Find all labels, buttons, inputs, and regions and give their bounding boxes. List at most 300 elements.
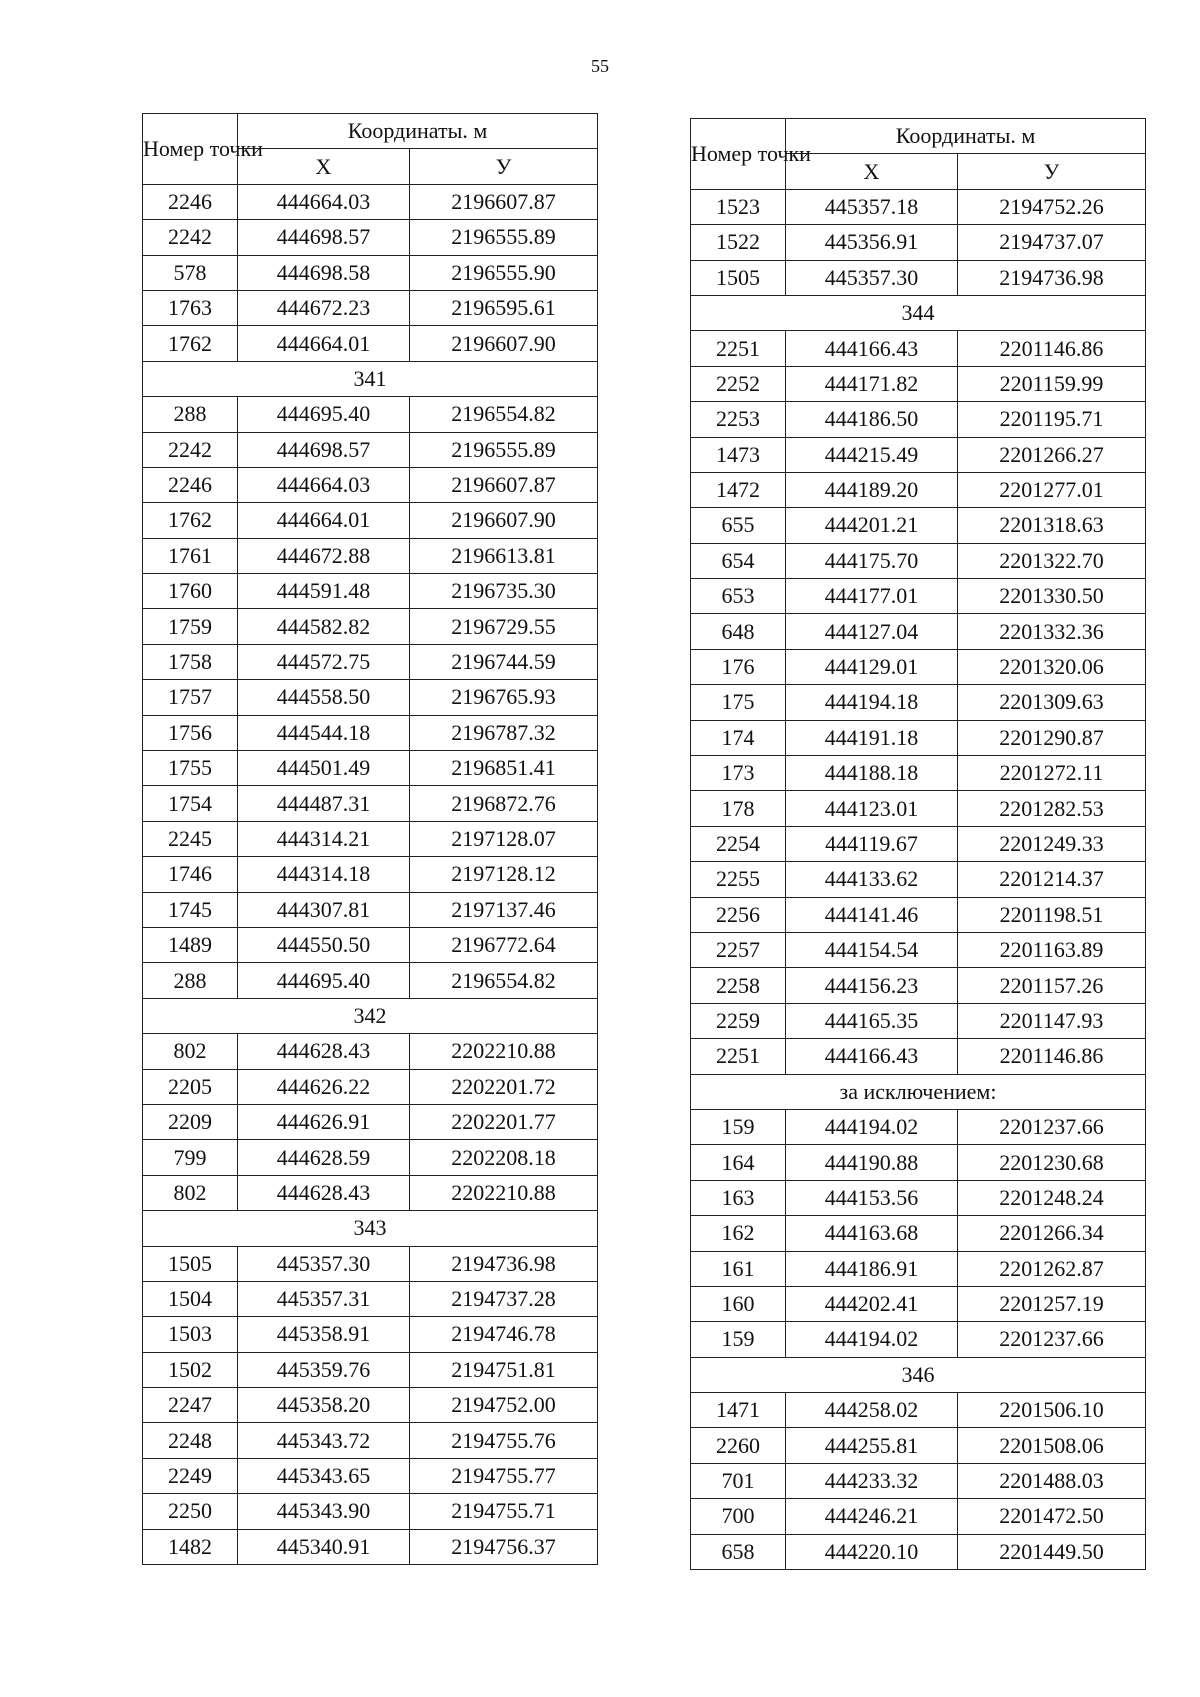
table-row <box>143 432 598 467</box>
point-number-cell: 2242 <box>143 432 238 467</box>
y-coordinate-cell: 2201508.06 <box>958 1428 1146 1463</box>
x-coordinate-cell: 444246.21 <box>786 1499 958 1534</box>
y-coordinate-cell: 2201147.93 <box>958 1003 1146 1038</box>
point-number-cell: 2260 <box>691 1428 786 1463</box>
y-coordinate-cell: 2202201.72 <box>410 1069 598 1104</box>
section-row <box>143 1211 598 1246</box>
point-number-cell: 1762 <box>143 503 238 538</box>
point-number-cell: 1761 <box>143 538 238 573</box>
page-number: 55 <box>591 56 609 76</box>
point-number-cell: 162 <box>691 1216 786 1251</box>
table-row <box>143 927 598 962</box>
y-coordinate-cell: 2194736.98 <box>410 1246 598 1281</box>
point-number-cell: 802 <box>143 1034 238 1069</box>
point-number-cell: 648 <box>691 614 786 649</box>
y-coordinate-cell: 2201506.10 <box>958 1393 1146 1428</box>
x-coordinate-cell: 444626.22 <box>238 1069 410 1104</box>
point-number-cell: 163 <box>691 1180 786 1215</box>
point-number-cell: 2246 <box>143 184 238 219</box>
x-coordinate-cell: 444202.41 <box>786 1286 958 1321</box>
y-coordinate-cell: 2196555.89 <box>410 432 598 467</box>
point-number-cell: 1757 <box>143 680 238 715</box>
x-coordinate-cell: 444133.62 <box>786 862 958 897</box>
y-coordinate-cell: 2201262.87 <box>958 1251 1146 1286</box>
x-coordinate-cell: 444664.03 <box>238 184 410 219</box>
y-coordinate-cell: 2196607.90 <box>410 503 598 538</box>
coordinates-header: Координаты. м <box>238 114 598 149</box>
y-coordinate-cell: 2194752.00 <box>410 1388 598 1423</box>
x-coordinate-cell: 445358.91 <box>238 1317 410 1352</box>
point-number-cell: 2205 <box>143 1069 238 1104</box>
table-row <box>143 821 598 856</box>
point-number-cell: 1502 <box>143 1352 238 1387</box>
x-coordinate-cell: 444127.04 <box>786 614 958 649</box>
y-coordinate-cell: 2196554.82 <box>410 397 598 432</box>
table-row <box>691 543 1146 578</box>
table-row <box>143 1175 598 1210</box>
x-coordinate-cell: 444664.01 <box>238 326 410 361</box>
point-number-cell: 175 <box>691 685 786 720</box>
x-coordinate-cell: 444215.49 <box>786 437 958 472</box>
table-row <box>143 1140 598 1175</box>
table-row <box>691 1109 1146 1144</box>
y-coordinate-cell: 2201159.99 <box>958 366 1146 401</box>
point-number-cell: 1754 <box>143 786 238 821</box>
x-coordinate-cell: 444163.68 <box>786 1216 958 1251</box>
table-row <box>691 1499 1146 1534</box>
table-row <box>143 609 598 644</box>
y-coordinate-cell: 2196607.90 <box>410 326 598 361</box>
table-row <box>143 1423 598 1458</box>
x-coordinate-cell: 445357.18 <box>786 189 958 224</box>
x-coordinate-cell: 444129.01 <box>786 649 958 684</box>
x-coordinate-cell: 444698.57 <box>238 220 410 255</box>
y-coordinate-cell: 2201237.66 <box>958 1109 1146 1144</box>
table-row <box>143 503 598 538</box>
point-number-cell: 1471 <box>691 1393 786 1428</box>
point-number-cell: 1759 <box>143 609 238 644</box>
y-coordinate-cell: 2201282.53 <box>958 791 1146 826</box>
y-coordinate-cell: 2201257.19 <box>958 1286 1146 1321</box>
point-number-cell: 2258 <box>691 968 786 1003</box>
table-row <box>691 225 1146 260</box>
y-coordinate-cell: 2201163.89 <box>958 932 1146 967</box>
point-number-cell: 2242 <box>143 220 238 255</box>
table-row <box>143 397 598 432</box>
point-number-cell: 1763 <box>143 290 238 325</box>
table-row <box>691 862 1146 897</box>
point-number-cell: 161 <box>691 1251 786 1286</box>
x-coordinate-cell: 445357.31 <box>238 1281 410 1316</box>
point-number-cell: 802 <box>143 1175 238 1210</box>
x-coordinate-cell: 444194.02 <box>786 1109 958 1144</box>
y-coordinate-cell: 2201146.86 <box>958 331 1146 366</box>
x-coordinate-cell: 444153.56 <box>786 1180 958 1215</box>
x-coordinate-cell: 444582.82 <box>238 609 410 644</box>
section-row <box>691 295 1146 330</box>
y-coordinate-cell: 2194756.37 <box>410 1529 598 1564</box>
y-coordinate-cell: 2196851.41 <box>410 751 598 786</box>
x-coordinate-cell: 444544.18 <box>238 715 410 750</box>
x-coordinate-cell: 444156.23 <box>786 968 958 1003</box>
point-number-cell: 174 <box>691 720 786 755</box>
section-row <box>691 1357 1146 1392</box>
point-number-cell: 1505 <box>143 1246 238 1281</box>
x-coordinate-cell: 444190.88 <box>786 1145 958 1180</box>
point-number-cell: 1745 <box>143 892 238 927</box>
point-number-cell: 2249 <box>143 1458 238 1493</box>
x-coordinate-cell: 444695.40 <box>238 963 410 998</box>
point-number-cell: 1760 <box>143 574 238 609</box>
table-row <box>143 857 598 892</box>
y-coordinate-cell: 2201488.03 <box>958 1463 1146 1498</box>
table-row <box>691 791 1146 826</box>
table-row <box>143 467 598 502</box>
y-coordinate-cell: 2194737.07 <box>958 225 1146 260</box>
point-number-cell: 1746 <box>143 857 238 892</box>
section-label: 343 <box>143 1211 598 1246</box>
table-row <box>691 685 1146 720</box>
table-row <box>691 1251 1146 1286</box>
section-row <box>143 361 598 396</box>
table-row <box>143 715 598 750</box>
y-coordinate-cell: 2202208.18 <box>410 1140 598 1175</box>
table-row <box>691 968 1146 1003</box>
x-coordinate-cell: 444141.46 <box>786 897 958 932</box>
point-number-cell: 1755 <box>143 751 238 786</box>
point-number-cell: 2245 <box>143 821 238 856</box>
table-row <box>143 963 598 998</box>
y-coordinate-cell: 2194752.26 <box>958 189 1146 224</box>
point-number-cell: 2252 <box>691 366 786 401</box>
table-row <box>691 826 1146 861</box>
x-coordinate-cell: 445343.72 <box>238 1423 410 1458</box>
x-coordinate-cell: 445356.91 <box>786 225 958 260</box>
coordinates-table-left <box>142 113 598 1565</box>
point-number-cell: 159 <box>691 1109 786 1144</box>
y-coordinate-cell: 2201449.50 <box>958 1534 1146 1569</box>
y-coordinate-cell: 2197128.07 <box>410 821 598 856</box>
x-coordinate-cell: 444186.50 <box>786 402 958 437</box>
y-header: У <box>958 154 1146 189</box>
y-coordinate-cell: 2194755.76 <box>410 1423 598 1458</box>
y-coordinate-cell: 2196735.30 <box>410 574 598 609</box>
y-coordinate-cell: 2196744.59 <box>410 644 598 679</box>
point-number-cell: 164 <box>691 1145 786 1180</box>
point-number-header: Номер точки <box>691 119 786 190</box>
x-coordinate-cell: 444626.91 <box>238 1104 410 1139</box>
y-coordinate-cell: 2196554.82 <box>410 963 598 998</box>
table-row <box>143 1104 598 1139</box>
y-coordinate-cell: 2194737.28 <box>410 1281 598 1316</box>
table-row <box>143 1317 598 1352</box>
section-label: 341 <box>143 361 598 396</box>
table-row <box>691 1180 1146 1215</box>
point-number-cell: 701 <box>691 1463 786 1498</box>
y-coordinate-cell: 2194746.78 <box>410 1317 598 1352</box>
y-coordinate-cell: 2196555.89 <box>410 220 598 255</box>
x-coordinate-cell: 444177.01 <box>786 579 958 614</box>
point-number-cell: 799 <box>143 1140 238 1175</box>
point-number-cell: 2257 <box>691 932 786 967</box>
x-coordinate-cell: 444307.81 <box>238 892 410 927</box>
point-number-cell: 2247 <box>143 1388 238 1423</box>
y-coordinate-cell: 2201230.68 <box>958 1145 1146 1180</box>
table-row <box>691 932 1146 967</box>
point-number-cell: 2209 <box>143 1104 238 1139</box>
y-coordinate-cell: 2202210.88 <box>410 1034 598 1069</box>
table-row <box>691 1428 1146 1463</box>
y-coordinate-cell: 2201309.63 <box>958 685 1146 720</box>
point-number-cell: 653 <box>691 579 786 614</box>
x-coordinate-cell: 444664.03 <box>238 467 410 502</box>
table-row <box>691 331 1146 366</box>
x-coordinate-cell: 444188.18 <box>786 756 958 791</box>
table-row <box>143 1034 598 1069</box>
point-number-cell: 2255 <box>691 862 786 897</box>
point-number-cell: 2250 <box>143 1494 238 1529</box>
table-row <box>143 786 598 821</box>
section-label: за исключением: <box>691 1074 1146 1109</box>
table-row <box>691 260 1146 295</box>
x-coordinate-cell: 445340.91 <box>238 1529 410 1564</box>
y-coordinate-cell: 2201266.27 <box>958 437 1146 472</box>
section-label: 342 <box>143 998 598 1033</box>
x-coordinate-cell: 444550.50 <box>238 927 410 962</box>
point-number-cell: 1482 <box>143 1529 238 1564</box>
y-coordinate-cell: 2201272.11 <box>958 756 1146 791</box>
y-coordinate-cell: 2196595.61 <box>410 290 598 325</box>
x-coordinate-cell: 445357.30 <box>786 260 958 295</box>
point-number-cell: 654 <box>691 543 786 578</box>
y-coordinate-cell: 2201472.50 <box>958 1499 1146 1534</box>
x-coordinate-cell: 444194.18 <box>786 685 958 720</box>
table-row <box>691 1286 1146 1321</box>
x-coordinate-cell: 445357.30 <box>238 1246 410 1281</box>
y-coordinate-cell: 2196555.90 <box>410 255 598 290</box>
table-row <box>691 1145 1146 1180</box>
table-row <box>143 290 598 325</box>
x-coordinate-cell: 444123.01 <box>786 791 958 826</box>
y-coordinate-cell: 2201332.36 <box>958 614 1146 649</box>
x-coordinate-cell: 444628.43 <box>238 1034 410 1069</box>
section-label: 344 <box>691 295 1146 330</box>
y-coordinate-cell: 2201195.71 <box>958 402 1146 437</box>
y-coordinate-cell: 2196765.93 <box>410 680 598 715</box>
point-number-cell: 2259 <box>691 1003 786 1038</box>
point-number-cell: 1758 <box>143 644 238 679</box>
y-coordinate-cell: 2197128.12 <box>410 857 598 892</box>
x-coordinate-cell: 444501.49 <box>238 751 410 786</box>
x-coordinate-cell: 444154.54 <box>786 932 958 967</box>
table-row <box>143 892 598 927</box>
table-header-row <box>143 114 598 149</box>
section-row <box>143 998 598 1033</box>
point-number-cell: 658 <box>691 1534 786 1569</box>
x-coordinate-cell: 444189.20 <box>786 472 958 507</box>
y-coordinate-cell: 2201277.01 <box>958 472 1146 507</box>
table-row <box>143 680 598 715</box>
point-number-cell: 1756 <box>143 715 238 750</box>
x-coordinate-cell: 444591.48 <box>238 574 410 609</box>
y-coordinate-cell: 2196613.81 <box>410 538 598 573</box>
table-row <box>691 437 1146 472</box>
x-coordinate-cell: 445343.90 <box>238 1494 410 1529</box>
point-number-cell: 2251 <box>691 331 786 366</box>
y-coordinate-cell: 2196729.55 <box>410 609 598 644</box>
table-row <box>691 1003 1146 1038</box>
coordinates-header: Координаты. м <box>786 119 1146 154</box>
point-number-cell: 1503 <box>143 1317 238 1352</box>
y-coordinate-cell: 2201146.86 <box>958 1039 1146 1074</box>
table-row <box>691 1393 1146 1428</box>
y-coordinate-cell: 2196872.76 <box>410 786 598 821</box>
x-coordinate-cell: 444171.82 <box>786 366 958 401</box>
table-row <box>691 1463 1146 1498</box>
table-row <box>691 579 1146 614</box>
table-row <box>143 1069 598 1104</box>
y-coordinate-cell: 2197137.46 <box>410 892 598 927</box>
y-header: У <box>410 149 598 184</box>
y-coordinate-cell: 2196607.87 <box>410 467 598 502</box>
y-coordinate-cell: 2201320.06 <box>958 649 1146 684</box>
section-label: 346 <box>691 1357 1146 1392</box>
y-coordinate-cell: 2194755.77 <box>410 1458 598 1493</box>
point-number-cell: 176 <box>691 649 786 684</box>
y-coordinate-cell: 2201318.63 <box>958 508 1146 543</box>
y-coordinate-cell: 2201266.34 <box>958 1216 1146 1251</box>
x-coordinate-cell: 444119.67 <box>786 826 958 861</box>
table-row <box>691 614 1146 649</box>
table-row <box>691 402 1146 437</box>
table-row <box>691 1039 1146 1074</box>
x-coordinate-cell: 444698.57 <box>238 432 410 467</box>
table-row <box>691 649 1146 684</box>
point-number-cell: 173 <box>691 756 786 791</box>
point-number-cell: 655 <box>691 508 786 543</box>
x-coordinate-cell: 444695.40 <box>238 397 410 432</box>
y-coordinate-cell: 2194736.98 <box>958 260 1146 295</box>
y-coordinate-cell: 2196772.64 <box>410 927 598 962</box>
x-coordinate-cell: 445358.20 <box>238 1388 410 1423</box>
table-row <box>691 756 1146 791</box>
table-row <box>691 897 1146 932</box>
table-header-row <box>691 119 1146 154</box>
x-coordinate-cell: 444672.88 <box>238 538 410 573</box>
x-coordinate-cell: 445359.76 <box>238 1352 410 1387</box>
point-number-cell: 1523 <box>691 189 786 224</box>
table-row <box>143 1246 598 1281</box>
x-coordinate-cell: 444672.23 <box>238 290 410 325</box>
table-row <box>143 1458 598 1493</box>
y-coordinate-cell: 2194755.71 <box>410 1494 598 1529</box>
table-row <box>143 326 598 361</box>
point-number-cell: 2246 <box>143 467 238 502</box>
x-coordinate-cell: 444220.10 <box>786 1534 958 1569</box>
x-coordinate-cell: 444314.21 <box>238 821 410 856</box>
table-row <box>143 1494 598 1529</box>
x-coordinate-cell: 444255.81 <box>786 1428 958 1463</box>
table-row <box>691 720 1146 755</box>
point-number-header: Номер точки <box>143 114 238 185</box>
point-number-cell: 1489 <box>143 927 238 962</box>
x-coordinate-cell: 444664.01 <box>238 503 410 538</box>
x-coordinate-cell: 444165.35 <box>786 1003 958 1038</box>
point-number-cell: 160 <box>691 1286 786 1321</box>
point-number-cell: 1472 <box>691 472 786 507</box>
y-coordinate-cell: 2194751.81 <box>410 1352 598 1387</box>
table-row <box>691 508 1146 543</box>
table-row <box>691 472 1146 507</box>
table-row <box>143 1281 598 1316</box>
x-coordinate-cell: 444628.43 <box>238 1175 410 1210</box>
table-row <box>691 1534 1146 1569</box>
point-number-cell: 2256 <box>691 897 786 932</box>
y-coordinate-cell: 2201157.26 <box>958 968 1146 1003</box>
point-number-cell: 159 <box>691 1322 786 1357</box>
y-coordinate-cell: 2201249.33 <box>958 826 1146 861</box>
table-row <box>143 538 598 573</box>
y-coordinate-cell: 2196607.87 <box>410 184 598 219</box>
point-number-cell: 2248 <box>143 1423 238 1458</box>
table-row <box>143 255 598 290</box>
table-row <box>143 184 598 219</box>
x-coordinate-cell: 444194.02 <box>786 1322 958 1357</box>
table-row <box>143 574 598 609</box>
x-coordinate-cell: 444258.02 <box>786 1393 958 1428</box>
table-row <box>143 220 598 255</box>
x-header: X <box>238 149 410 184</box>
y-coordinate-cell: 2196787.32 <box>410 715 598 750</box>
table-row <box>691 1322 1146 1357</box>
x-coordinate-cell: 444572.75 <box>238 644 410 679</box>
y-coordinate-cell: 2201248.24 <box>958 1180 1146 1215</box>
x-coordinate-cell: 444201.21 <box>786 508 958 543</box>
x-coordinate-cell: 445343.65 <box>238 1458 410 1493</box>
point-number-cell: 1505 <box>691 260 786 295</box>
x-coordinate-cell: 444166.43 <box>786 1039 958 1074</box>
y-coordinate-cell: 2202210.88 <box>410 1175 598 1210</box>
point-number-cell: 1473 <box>691 437 786 472</box>
x-coordinate-cell: 444628.59 <box>238 1140 410 1175</box>
x-coordinate-cell: 444698.58 <box>238 255 410 290</box>
table-row <box>143 644 598 679</box>
point-number-cell: 2253 <box>691 402 786 437</box>
table-row <box>691 189 1146 224</box>
point-number-cell: 2251 <box>691 1039 786 1074</box>
x-coordinate-cell: 444487.31 <box>238 786 410 821</box>
x-coordinate-cell: 444314.18 <box>238 857 410 892</box>
x-coordinate-cell: 444166.43 <box>786 331 958 366</box>
y-coordinate-cell: 2201290.87 <box>958 720 1146 755</box>
section-row <box>691 1074 1146 1109</box>
point-number-cell: 1522 <box>691 225 786 260</box>
point-number-cell: 700 <box>691 1499 786 1534</box>
y-coordinate-cell: 2201214.37 <box>958 862 1146 897</box>
point-number-cell: 178 <box>691 791 786 826</box>
coordinates-table-right <box>690 118 1146 1570</box>
table-row <box>691 366 1146 401</box>
table-row <box>143 751 598 786</box>
point-number-cell: 288 <box>143 397 238 432</box>
y-coordinate-cell: 2201322.70 <box>958 543 1146 578</box>
table-row <box>143 1388 598 1423</box>
point-number-cell: 1504 <box>143 1281 238 1316</box>
table-row <box>691 1216 1146 1251</box>
x-coordinate-cell: 444233.32 <box>786 1463 958 1498</box>
point-number-cell: 1762 <box>143 326 238 361</box>
y-coordinate-cell: 2201198.51 <box>958 897 1146 932</box>
